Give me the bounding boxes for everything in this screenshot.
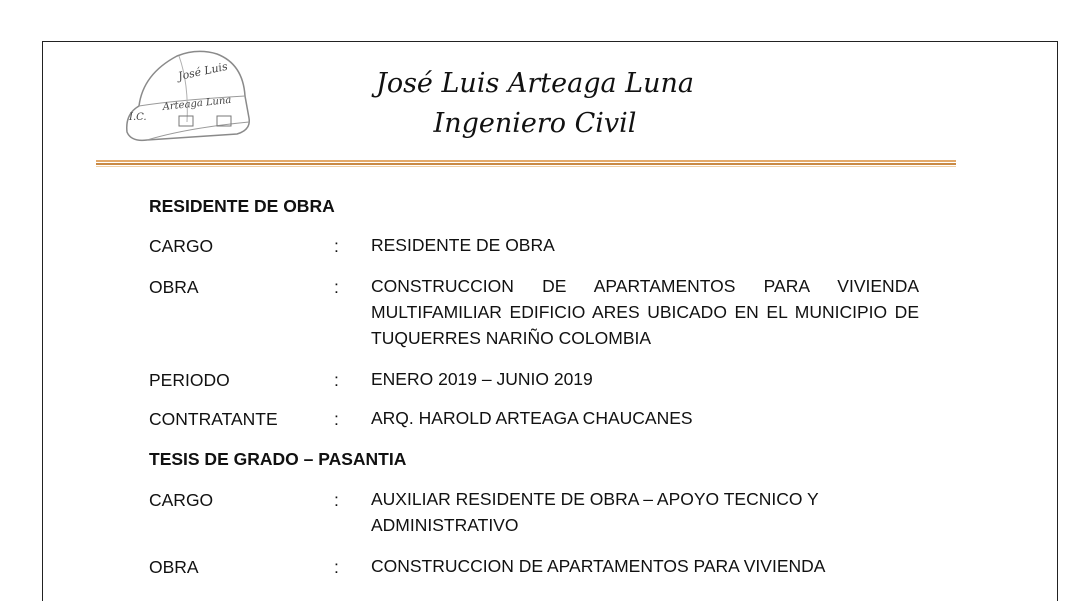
name-title: José Luis Arteaga Luna [376, 68, 694, 99]
row-label: CARGO [149, 490, 214, 510]
row-value: AUXILIAR RESIDENTE DE OBRA – APOYO TECNICO Y ADMINISTRATIVO [371, 489, 819, 535]
row-separator: : [334, 236, 339, 256]
row-value: ENERO 2019 – JUNIO 2019 [371, 369, 593, 389]
row-separator: : [334, 370, 339, 390]
section-heading: TESIS DE GRADO – PASANTIA [149, 449, 407, 469]
row-label: CARGO [149, 236, 214, 256]
profession-title: Ingeniero Civil [433, 108, 637, 139]
section-heading: RESIDENTE DE OBRA [149, 196, 335, 216]
row-value: CONSTRUCCION DE APARTAMENTOS PARA VIVIENDA MULTIFAMILIAR EDIFICIO ARES UBICADO EN EL MUNICIPIO DE TUQUERRES NARIÑO COLOMBIA [371, 276, 919, 348]
row-separator: : [334, 277, 339, 297]
row-label: PERIODO [149, 370, 230, 390]
logo-text-bottom: Arteaga Luna [162, 94, 232, 113]
header-rule [96, 163, 956, 165]
row-separator: : [334, 557, 339, 577]
row-label: CONTRATANTE [149, 409, 278, 429]
row-value: ARQ. HAROLD ARTEAGA CHAUCANES [371, 408, 693, 428]
row-value: CONSTRUCCION DE APARTAMENTOS PARA VIVIENDA [371, 556, 826, 576]
row-label: OBRA [149, 557, 199, 577]
row-label: OBRA [149, 277, 199, 297]
header-rule [96, 160, 956, 162]
logo-text-left: I.C. [129, 112, 147, 123]
hard-hat-logo [117, 44, 257, 149]
row-separator: : [334, 409, 339, 429]
row-value: RESIDENTE DE OBRA [371, 235, 555, 255]
header-rule [96, 166, 956, 167]
row-separator: : [334, 490, 339, 510]
logo-text-top: José Luis [176, 59, 229, 83]
